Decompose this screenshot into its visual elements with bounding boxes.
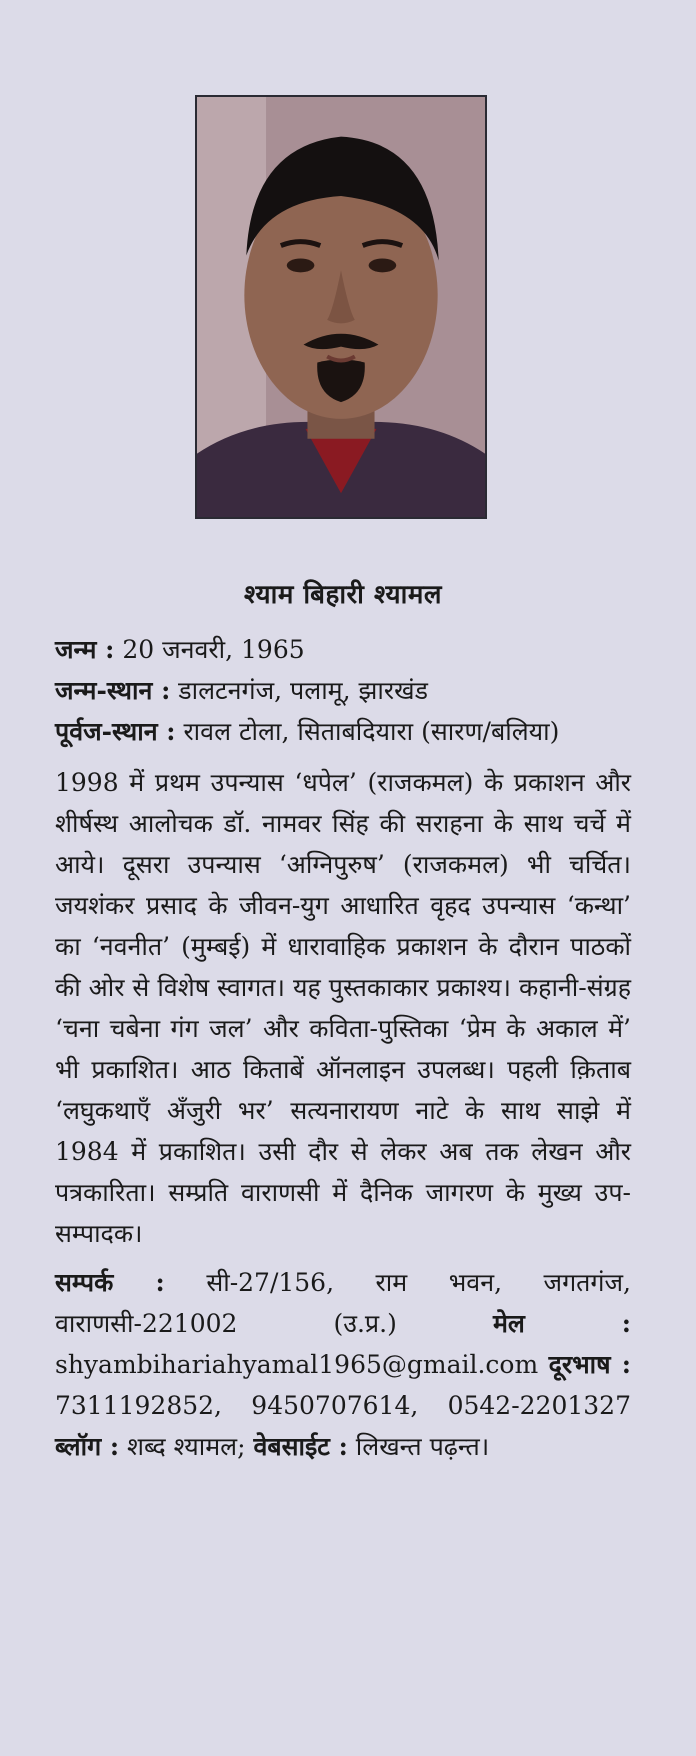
author-name: श्याम बिहारी श्यामल <box>243 580 443 610</box>
phone-label: दूरभाष : <box>548 1350 632 1379</box>
author-portrait-icon <box>197 97 485 517</box>
birth-value: 20 जनवरी, 1965 <box>114 635 305 664</box>
birthplace-line <box>55 670 631 711</box>
website-label: वेबसाईट : <box>253 1432 348 1461</box>
blog-label: ब्लॉग : <box>55 1432 120 1461</box>
ancestral-value: रावल टोला, सिताबदियारा (सारण/बलिया) <box>175 717 560 746</box>
biography-paragraph: 1998 में प्रथम उपन्यास ‘धपेल’ (राजकमल) के प्रकाशन और शीर्षस्थ आलोचक डॉ. नामवर सिंह की सराहना के साथ चर्चे में आये। दूसरा उपन्यास ‘अग्निपुरुष’ (राजकमल) भी चर्चित। जयशंकर प्रसाद के जीवन-युग आधारित वृहद उपन्यास ‘कन्था’ का ‘नवनीत’ (मुम्बई) में धारावाहिक प्रकाशन के दौरान पाठकों की ओर से विशेष स्वागत। यह पुस्तकाकार प्रकाश्य। कहानी-संग्रह ‘चना चबेना गंग जल’ और कविता-पुस्तिका ‘प्रेम के अकाल में’ भी प्रकाशित। आठ किताबें ऑनलाइन उपलब्ध। पहली क़िताब ‘लघुकथाएँ अँजुरी भर’ सत्यनारायण नाटे के साथ साझे में 1984 में प्रकाशित। उसी दौर से लेकर अब तक लेखन और पत्रकारिता। सम्प्रति वाराणसी में दैनिक जागरण के मुख्य उप-सम्पादक। <box>55 768 631 1248</box>
ancestral-place-line <box>55 711 631 752</box>
birthplace-label: जन्म-स्थान : <box>55 676 171 705</box>
blog-value: शब्द श्यामल; <box>119 1432 254 1461</box>
mail-value: shyambihariahyamal1965@gmail.com <box>55 1350 549 1379</box>
birthplace-value: डालटनगंज, पलामू, झारखंड <box>170 676 428 705</box>
address-label: सम्पर्क : <box>55 1268 165 1297</box>
birth-label: जन्म : <box>55 635 115 664</box>
author-bio-section <box>55 575 631 1467</box>
contact-paragraph <box>55 1262 631 1467</box>
website-value: लिखन्त पढ़न्त। <box>347 1432 490 1461</box>
birth-date-line <box>55 629 631 670</box>
ancestral-label: पूर्वज-स्थान : <box>55 717 176 746</box>
author-photo <box>195 95 487 519</box>
phone-value: 7311192852, 9450707614, 0542-2201327 <box>55 1391 631 1420</box>
address-value: सी-27/156, राम भवन, जगतगंज, वाराणसी-221002 (उ.प्र.) <box>55 1268 631 1338</box>
mail-label: मेल : <box>492 1309 631 1338</box>
